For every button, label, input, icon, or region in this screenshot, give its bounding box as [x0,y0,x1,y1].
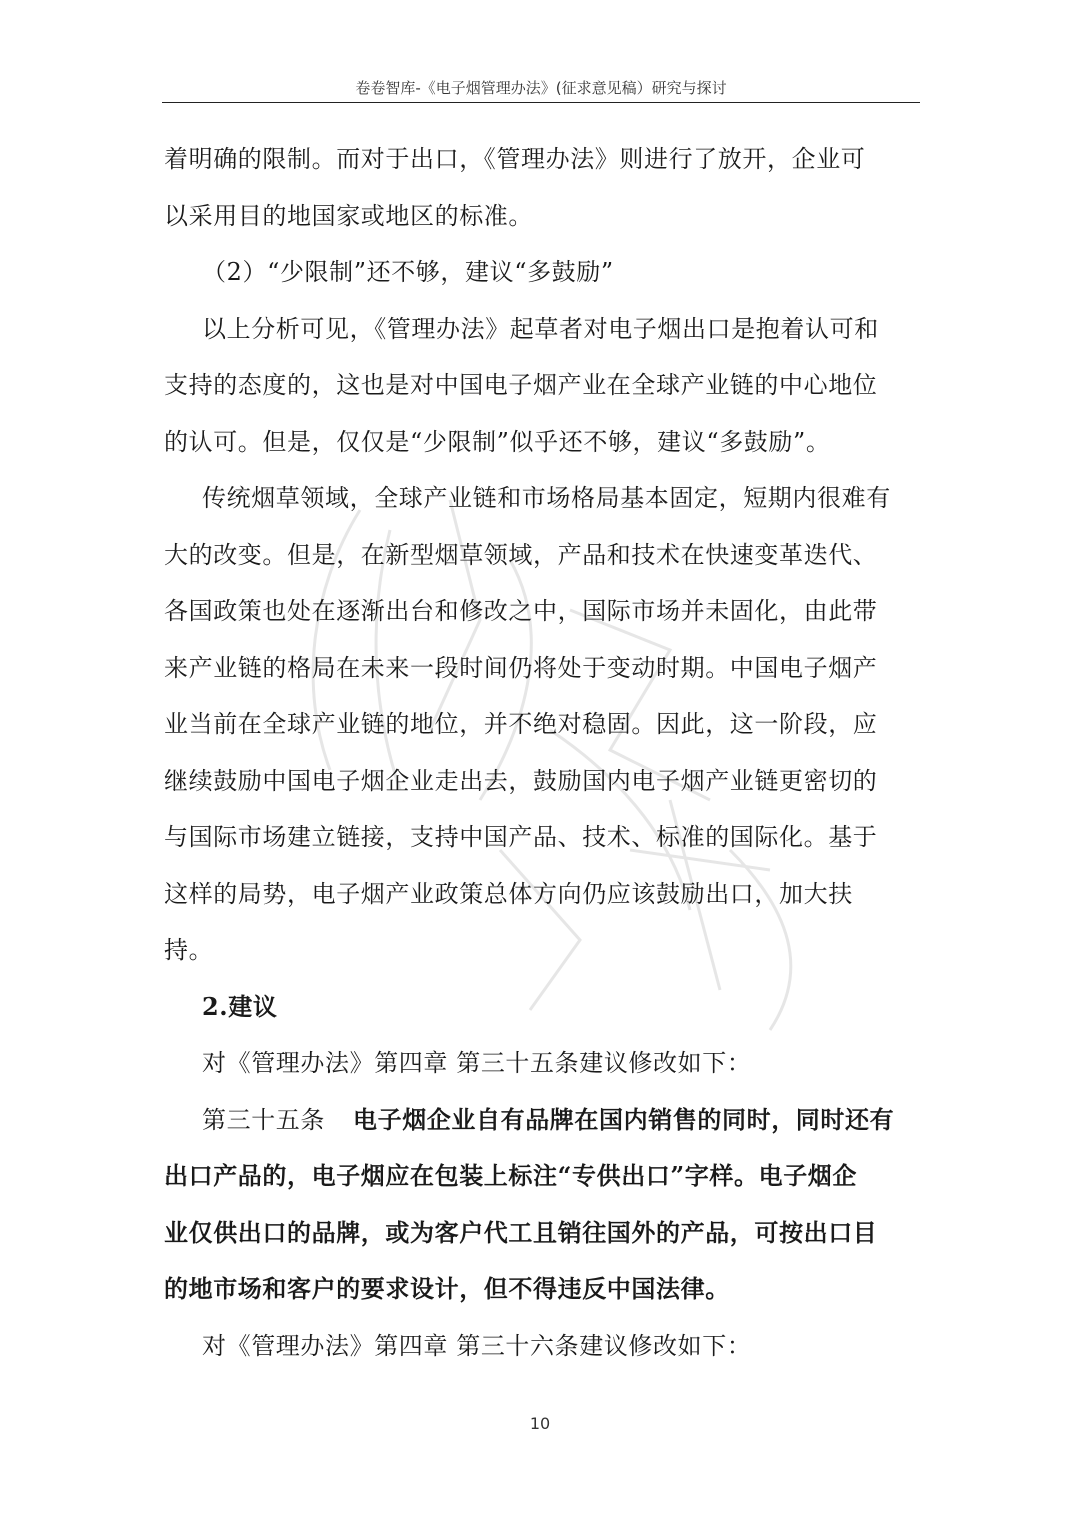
article-35-first-line [164,1092,916,1149]
body-line: 这样的局势，电子烟产业政策总体方向仍应该鼓励出口，加大扶 [164,879,853,908]
body-line: 持。 [164,936,214,964]
page-number: 10 [529,1414,551,1433]
body-line: 各国政策也处在逐渐出台和修改之中，国际市场并未固化，由此带 [164,597,878,625]
article-35-line: 业仅供出口的品牌，或为客户代工且销往国外的产品，可按出口目 [164,1217,878,1247]
suggestion-intro-36: 对《管理办法》第四章 第三十六条建议修改如下： [202,1331,752,1360]
body-line: 传统烟草领域，全球产业链和市场格局基本固定，短期内很难有 [202,484,891,512]
article-35-text: 电子烟企业自有品牌在国内销售的同时，同时还有 [353,1104,895,1134]
body-line: 以采用目的地国家或地区的标准。 [164,201,533,230]
article-35-line: 的地市场和客户的要求设计，但不得违反中国法律。 [164,1274,730,1303]
section-heading: 2.建议 [202,991,278,1021]
subheading-line: （2）“少限制”还不够，建议“多鼓励” [202,258,614,286]
body-line: 着明确的限制。而对于出口，《管理办法》则进行了放开，企业可 [164,145,866,173]
body-line: 支持的态度的，这也是对中国电子烟产业在全球产业链的中心地位 [164,371,878,399]
body-line: 来产业链的格局在未来一段时间仍将处于变动时期。中国电子烟产 [164,653,878,682]
page-header: 卷卷智库-《电子烟管理办法》(征求意见稿）研究与探讨 [355,79,727,97]
body-text [164,131,916,1374]
body-line: 继续鼓励中国电子烟企业走出去，鼓励国内电子烟产业链更密切的 [164,766,878,795]
header-divider [162,102,920,103]
body-line: 大的改变。但是，在新型烟草领域，产品和技术在快速变革迭代、 [164,540,878,569]
article-35-line: 出口产品的，电子烟应在包装上标注“专供出口”字样。电子烟企 [164,1161,858,1190]
paragraph-lines [164,131,916,979]
body-line: 与国际市场建立链接，支持中国产品、技术、标准的国际化。基于 [164,823,878,851]
suggestion-intro-35: 对《管理办法》第四章 第三十五条建议修改如下： [202,1049,752,1077]
body-line: 业当前在全球产业链的地位，并不绝对稳固。因此，这一阶段，应 [164,710,878,738]
article-35-label: 第三十五条 [202,1105,325,1134]
body-line: 的认可。但是，仅仅是“少限制”似乎还不够，建议“多鼓励”。 [164,427,831,456]
body-line: 以上分析可见，《管理办法》起草者对电子烟出口是抱着认可和 [202,314,879,343]
